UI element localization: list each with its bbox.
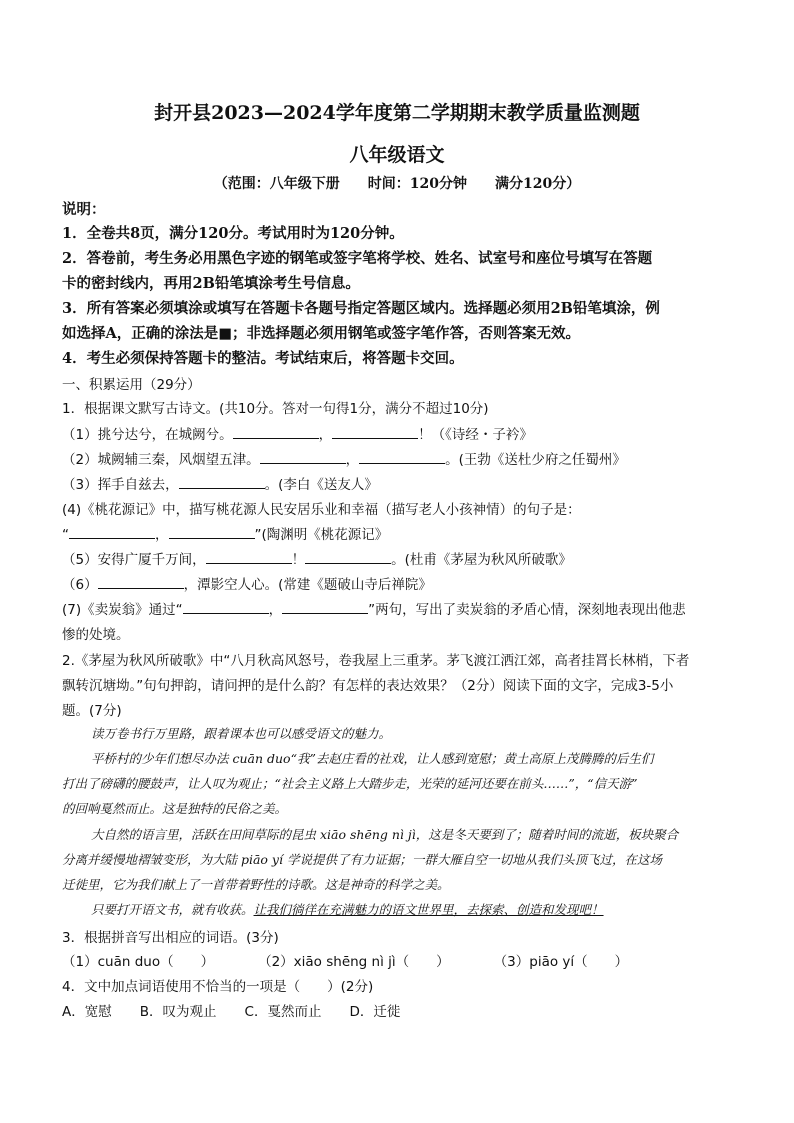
q1-line-4: (4)《桃花源记》中，描写桃花源人民安居乐业和幸福（描写老人小孩神情）的句子是： (62, 502, 581, 518)
q1-text: （3）挥手自兹去， (62, 477, 179, 493)
passage-line: 打出了磅礴的腰鼓声，让人叹为观止；“社会主义路上大踏步走，光荣的延河还要在前头……”，“信天游” (62, 776, 638, 791)
answer-blank[interactable] (282, 599, 368, 614)
q1-line-8 (62, 598, 686, 618)
q1-text: ， (155, 527, 169, 543)
q1-text: ， (345, 452, 360, 468)
q1-text: ！ (291, 552, 306, 568)
q1-line-7 (62, 573, 432, 593)
passage-line: 分离并缓慢地褶皱变形，为大陆 piāo yí 学说提供了有力证据；一群大雁自空一切地从我们头顶飞过，在这场 (62, 852, 662, 867)
q1-text: ”两句，写出了卖炭翁的矛盾心情，深刻地表现出他悲 (368, 602, 686, 618)
answer-blank[interactable] (260, 449, 346, 464)
answer-blank[interactable] (359, 449, 445, 464)
q1-line-3 (62, 473, 378, 493)
passage-line: 大自然的语言里，活跃在田间草际的昆虫 xiāo shēng nì jì，这是冬天要到了；随着时间的流逝，板块聚合 (91, 827, 679, 842)
passage-line: 平桥村的少年们想尽办法 cuān duo“我”去赵庄看的社戏，让人感到宽慰；黄土高原上茂腾腾的后生们 (91, 751, 654, 766)
answer-blank[interactable] (233, 424, 319, 439)
q1-text: 。(王勃《送杜少府之任蜀州》 (445, 452, 626, 468)
q1-text: （6） (62, 577, 98, 593)
note-line: 4．考生必须保持答题卡的整洁。考试结束后，将答题卡交回。 (62, 350, 464, 367)
exam-subtitle: 八年级语文 (349, 144, 445, 166)
note-line: 卡的密封线内，再用2B铅笔填涂考生号信息。 (62, 275, 360, 292)
q1-text: ！（《诗经・子衿》 (418, 427, 533, 443)
question-2-line: 飘转沉塘坳。”句句押韵，请问押的是什么韵？有怎样的表达效果？（2分）阅读下面的文字，完成3-5小 (62, 678, 674, 694)
question-3-stem: 3．根据拼音写出相应的词语。(3分) (62, 930, 279, 946)
answer-blank[interactable] (332, 424, 418, 439)
q1-line-6 (62, 548, 572, 568)
q1-text: 。(杜甫《茅屋为秋风所破歌》 (391, 552, 572, 568)
q1-text: 。(李白《送友人》 (264, 477, 378, 493)
answer-blank[interactable] (179, 474, 265, 489)
passage-text: 只要打开语文书，就有收获。 (91, 902, 254, 917)
passage-line: 迁徙里，它为我们献上了一首带着野性的诗歌。这是神奇的科学之美。 (62, 877, 450, 892)
q1-text: ”(陶渊明《桃花源记》 (254, 527, 389, 543)
answer-blank[interactable] (69, 524, 155, 539)
q1-text: （5）安得广厦千万间， (62, 552, 206, 568)
question-4-options (62, 1000, 400, 1020)
note-line: 如选择A，正确的涂法是■；非选择题必须用钢笔或签字笔作答，否则答案无效。 (62, 325, 580, 342)
q4-option-b[interactable]: B．叹为观止 (139, 1004, 217, 1020)
passage-line: 读万卷书行万里路，跟着课本也可以感受语文的魅力。 (91, 726, 392, 741)
question-2-line: 2.《茅屋为秋风所破歌》中“八月秋高风怒号，卷我屋上三重茅。茅飞渡江洒江郊，高者挂罥长林梢，下者 (62, 653, 690, 669)
q1-line-5 (62, 523, 388, 543)
note-line: 3．所有答案必须填涂或填写在答题卡各题号指定答题区域内。选择题必须用2B铅笔填涂，例 (62, 300, 660, 317)
passage-underlined-text: 让我们徜徉在充满魅力的语文世界里，去探索、创造和发现吧！ (253, 902, 604, 917)
q4-option-a[interactable]: A．宽慰 (62, 1004, 112, 1020)
q1-text: ， (318, 427, 333, 443)
passage-last-line (91, 900, 604, 918)
answer-blank[interactable] (183, 599, 269, 614)
q1-text: “ (62, 527, 69, 543)
q1-text: （2）城阙辅三秦，风烟望五津。 (62, 452, 260, 468)
exam-scope: （范围：八年级下册 时间：120分钟 满分120分） (213, 176, 581, 192)
q4-option-c[interactable]: C．戛然而止 (244, 1004, 322, 1020)
q1-text: ，潭影空人心。(常建《题破山寺后禅院》 (183, 577, 432, 593)
answer-blank[interactable] (305, 549, 391, 564)
q1-text: ， (268, 602, 283, 618)
question-4-stem: 4．文中加点词语使用不恰当的一项是（ ）(2分) (62, 979, 374, 995)
q3-option: （2）xiāo shēng nì jì（ ） (258, 954, 450, 970)
note-line: 2．答卷前，考生务必用黑色字迹的钢笔或签字笔将学校、姓名、试室号和座位号填写在答题 (62, 250, 653, 267)
question-2-line: 题。(7分) (62, 703, 122, 719)
q1-line-9: 惨的处境。 (62, 627, 130, 643)
note-line: 1．全卷共8页，满分120分。考试用时为120分钟。 (62, 225, 404, 242)
q3-option: （3）piāo yí（ ） (493, 954, 629, 970)
answer-blank[interactable] (98, 574, 184, 589)
q3-option: （1）cuān duo（ ） (62, 954, 215, 970)
section-heading: 一、积累运用（29分） (62, 377, 201, 393)
answer-blank[interactable] (206, 549, 292, 564)
q4-option-d[interactable]: D．迁徙 (349, 1004, 401, 1020)
q1-text: (7)《卖炭翁》通过“ (62, 602, 183, 618)
answer-blank[interactable] (169, 524, 255, 539)
passage-line: 的回响戛然而止。这是独特的民俗之美。 (62, 801, 288, 816)
exam-title: 封开县2023—2024学年度第二学期期末教学质量监测题 (154, 102, 640, 124)
question-3-options (62, 950, 628, 970)
q1-line-1 (62, 423, 533, 443)
q1-line-2 (62, 448, 626, 468)
notes-label: 说明： (62, 201, 106, 218)
q1-text: （1）挑兮达兮，在城阙兮。 (62, 427, 233, 443)
question-1-stem: 1．根据课文默写古诗文。(共10分。答对一句得1分，满分不超过10分) (62, 401, 489, 417)
